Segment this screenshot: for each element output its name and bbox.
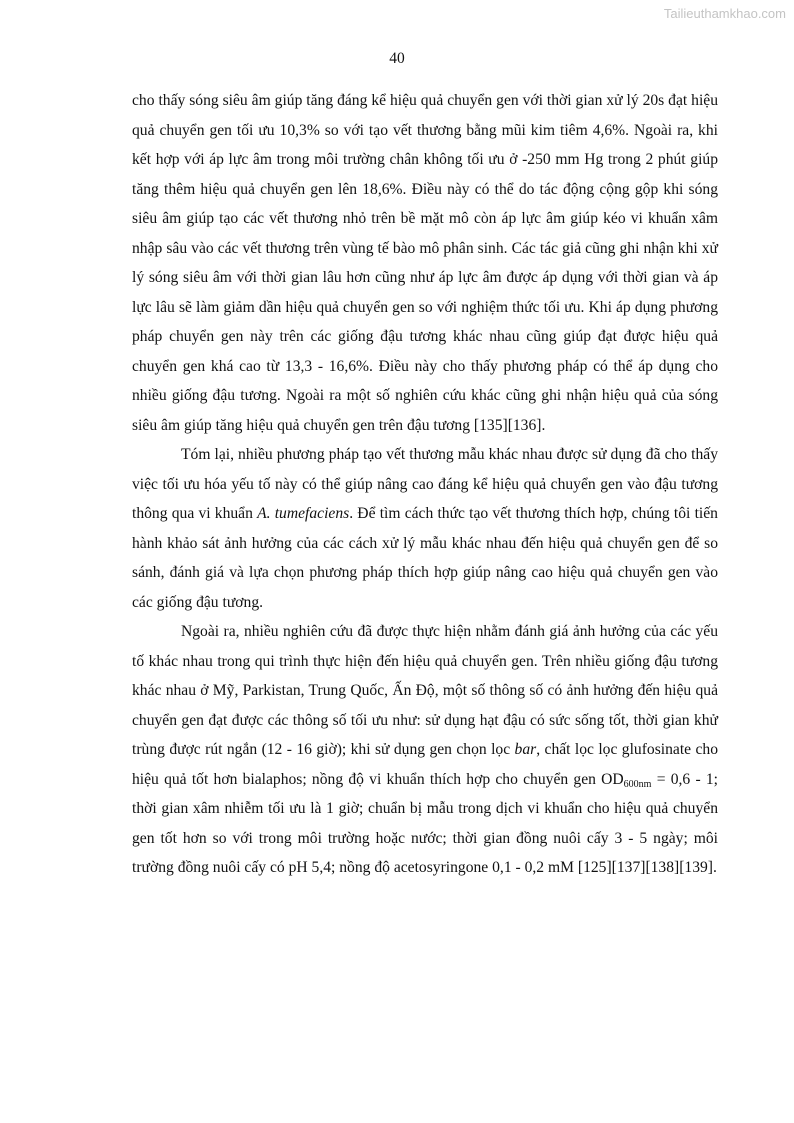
italic-text: A. tumefaciens — [257, 505, 350, 522]
text-run: cho thấy sóng siêu âm giúp tăng đáng kể hiệu quả chuyển gen với thời gian xử lý 20s đạt hiệu quả chuyển gen tối ưu 10,3% so với tạo vết thương bằng mũi kim tiêm 4,6%. Ngoài ra, khi kết hợp với áp lực âm trong môi trường chân không tối ưu ở -250 mm Hg trong 2 phút giúp tăng thêm hiệu quả chuyển gen lên 18,6%. Điều này có thể do tác động cộng gộp khi sóng siêu âm giúp tạo các vết thương nhỏ trên bề mặt mô còn áp lực âm giúp kéo vi khuẩn xâm nhập sâu vào các vết thương trên vùng tế bào mô phân sinh. Các tác giả cũng ghi nhận khi xử lý sóng siêu âm với thời gian lâu hơn cũng như áp lực âm được áp dụng với thời gian và áp lực lâu sẽ làm giảm dần hiệu quả chuyển gen so với nghiệm thức tối ưu. Khi áp dụng phương pháp chuyển gen này trên các giống đậu tương khác nhau cũng giúp đạt được hiệu quả chuyển gen khá cao từ 13,3 - 16,6%. Điều này cho thấy phương pháp có thể áp dụng cho nhiều giống đậu tương. Ngoài ra một số nghiên cứu khác cũng ghi nhận hiệu quả của sóng siêu âm giúp tăng hiệu quả chuyển gen trên đậu tương [135][136]. — [132, 92, 718, 434]
paragraph — [132, 86, 718, 440]
watermark-text: Tailieuthamkhao.com — [663, 6, 786, 21]
subscript-text: 600nm — [623, 778, 652, 790]
body-text — [132, 86, 718, 883]
text-run: , chất lọc lọc glufosinate cho hiệu quả tốt hơn bialaphos; nồng độ vi khuẩn thích hợp cho chuyển gen OD — [132, 741, 718, 788]
page-number: 40 — [389, 50, 405, 67]
text-run: = 0,6 - 1; thời gian xâm nhiễm tối ưu là 1 giờ; chuẩn bị mẫu trong dịch vi khuẩn cho hiệu quả chuyển gen tốt hơn so với trong môi trường hoặc nước; thời gian đồng nuôi cấy 3 - 5 ngày; môi trường đồng nuôi cấy có pH 5,4; nồng độ acetosyringone 0,1 - 0,2 mM [125][137][138][139]. — [132, 770, 718, 876]
text-run: Ngoài ra, nhiều nghiên cứu đã được thực hiện nhằm đánh giá ảnh hưởng của các yếu tố khác nhau trong qui trình thực hiện đến hiệu quả chuyển gen. Trên nhiều giống đậu tương khác nhau ở Mỹ, Parkistan, Trung Quốc, Ấn Độ, một số thông số có ảnh hưởng đến hiệu quả chuyển gen đạt được các thông số tối ưu như: sử dụng hạt đậu có sức sống tốt, thời gian khử trùng được rút ngắn (12 - 16 giờ); khi sử dụng gen chọn lọc — [132, 623, 718, 758]
text-run: . Để tìm cách thức tạo vết thương thích hợp, chúng tôi tiến hành khảo sát ảnh hưởng của các cách xử lý mẫu khác nhau đến hiệu quả chuyển gen để so sánh, đánh giá và lựa chọn phương pháp thích hợp giúp nâng cao hiệu quả chuyển gen vào các giống đậu tương. — [132, 505, 718, 611]
paragraph — [132, 617, 718, 883]
paragraph — [132, 440, 718, 617]
italic-text: bar — [514, 741, 537, 758]
text-run: Tóm lại, nhiều phương pháp tạo vết thương mẫu khác nhau được sử dụng đã cho thấy việc tối ưu hóa yếu tố này có thể giúp nâng cao đáng kể hiệu quả chuyển gen vào đậu tương thông qua vi khuẩn — [132, 446, 718, 522]
